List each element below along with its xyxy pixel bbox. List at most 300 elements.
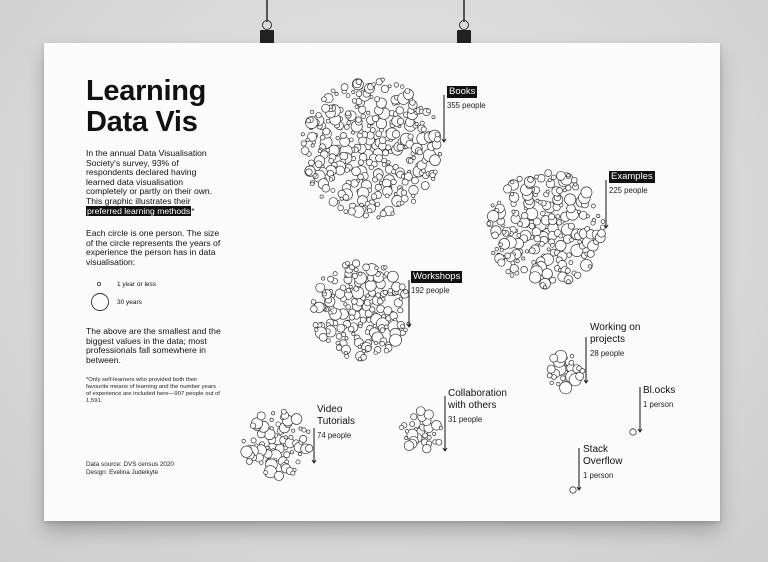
person-circle	[289, 435, 293, 439]
person-circle	[298, 452, 301, 455]
cluster-name: Books	[449, 86, 476, 97]
person-circle	[363, 213, 368, 218]
person-circle	[345, 261, 349, 265]
person-circle	[536, 199, 539, 202]
person-circle	[491, 204, 494, 207]
person-circle	[296, 460, 300, 464]
person-circle	[545, 170, 552, 177]
person-circle	[333, 272, 337, 276]
person-circle	[517, 176, 522, 181]
cluster-count: 1 person	[583, 471, 614, 480]
person-circle	[306, 169, 313, 176]
person-circle	[337, 324, 345, 332]
person-circle	[270, 427, 273, 430]
legend-large-label: 30 years	[117, 298, 142, 306]
cluster-count: 1 person	[643, 400, 674, 409]
cluster-collaboration-with-others	[400, 407, 443, 453]
person-circle	[302, 428, 306, 432]
person-circle	[411, 177, 418, 184]
cluster-count: 31 people	[448, 415, 483, 424]
person-circle	[322, 104, 330, 112]
person-circle	[329, 158, 334, 163]
person-circle	[338, 205, 344, 211]
person-circle	[556, 171, 565, 180]
person-circle	[365, 345, 371, 351]
person-circle	[557, 382, 561, 386]
cluster-name: Examples	[611, 171, 653, 182]
person-circle	[426, 109, 430, 113]
person-circle	[351, 180, 359, 188]
cluster-count: 28 people	[590, 349, 625, 358]
person-circle	[567, 204, 576, 213]
person-circle	[305, 445, 312, 452]
person-circle	[432, 177, 435, 180]
person-circle	[384, 348, 389, 353]
person-circle	[352, 90, 355, 93]
person-circle	[292, 429, 295, 432]
person-circle	[565, 268, 570, 273]
person-circle	[380, 328, 385, 333]
person-circle	[404, 290, 408, 294]
person-circle	[375, 202, 379, 206]
person-circle	[390, 312, 398, 320]
person-circle	[551, 243, 555, 247]
person-circle	[548, 179, 551, 182]
person-circle	[400, 425, 404, 429]
person-circle	[550, 381, 554, 385]
person-circle	[388, 85, 391, 88]
title-line-2: Data Vis	[86, 106, 198, 138]
person-circle	[271, 412, 274, 415]
person-circle	[391, 179, 397, 185]
person-circle	[387, 271, 398, 282]
person-circle	[326, 339, 330, 343]
person-circle	[505, 253, 511, 259]
person-circle	[348, 208, 355, 215]
cluster-bl-ocks	[630, 429, 636, 435]
person-circle	[347, 121, 351, 125]
person-circle	[543, 286, 546, 289]
person-circle	[369, 165, 374, 170]
person-circle	[345, 354, 349, 358]
cluster-books	[301, 78, 442, 219]
person-circle	[316, 283, 325, 292]
person-circle	[528, 177, 534, 183]
person-circle	[336, 166, 345, 175]
person-circle	[344, 210, 348, 214]
person-circle	[326, 119, 330, 123]
person-circle	[328, 276, 334, 282]
cluster-name: Video Tutorials	[317, 404, 355, 427]
cluster-examples	[487, 170, 605, 289]
person-circle	[568, 223, 574, 229]
person-circle	[559, 234, 563, 238]
person-circle	[250, 423, 255, 428]
person-circle	[367, 208, 372, 213]
person-circle	[396, 107, 404, 115]
person-circle	[515, 271, 519, 275]
person-circle	[340, 132, 346, 138]
person-circle	[537, 174, 545, 182]
person-circle	[439, 426, 442, 429]
person-circle	[352, 260, 359, 267]
person-circle	[380, 211, 386, 217]
person-circle	[529, 248, 535, 254]
person-circle	[404, 328, 408, 332]
person-circle	[349, 315, 354, 320]
person-circle	[382, 298, 385, 301]
person-circle	[321, 277, 324, 280]
person-circle	[320, 135, 325, 140]
legend-small-label: 1 year or less	[117, 280, 157, 288]
person-circle	[329, 198, 338, 207]
person-circle	[384, 266, 387, 269]
person-circle	[502, 230, 506, 234]
person-circle	[630, 429, 636, 435]
person-circle	[566, 280, 570, 284]
cluster-count: 225 people	[609, 186, 648, 195]
person-circle	[246, 459, 252, 465]
person-circle	[315, 328, 319, 332]
person-circle	[598, 229, 606, 237]
person-circle	[535, 175, 539, 179]
person-circle	[570, 487, 576, 493]
person-circle	[306, 119, 310, 123]
person-circle	[591, 204, 595, 208]
person-circle	[540, 241, 545, 246]
person-circle	[358, 160, 363, 165]
person-circle	[358, 345, 361, 348]
range-note: The above are the smallest and the biggest values in the data; most professionals fall somewhere in between.	[86, 326, 221, 365]
person-circle	[346, 111, 351, 116]
person-circle	[375, 266, 379, 270]
person-circle	[331, 188, 335, 192]
person-circle	[405, 429, 409, 433]
person-circle	[318, 149, 321, 152]
person-circle	[405, 89, 410, 94]
person-circle	[416, 407, 425, 416]
person-circle	[389, 334, 401, 346]
person-circle	[510, 274, 514, 278]
person-circle	[400, 201, 404, 205]
person-circle	[399, 284, 405, 290]
person-circle	[315, 161, 322, 168]
person-circle	[370, 307, 375, 312]
person-circle	[259, 461, 263, 465]
person-circle	[570, 354, 574, 358]
cluster-count: 74 people	[317, 431, 352, 440]
person-circle	[356, 79, 362, 85]
person-circle	[291, 471, 295, 475]
person-circle	[322, 185, 330, 193]
person-circle	[511, 193, 514, 196]
person-circle	[311, 306, 318, 313]
person-circle	[270, 418, 273, 421]
person-circle	[534, 235, 541, 242]
intro-highlight: preferred learning methods	[87, 205, 191, 216]
footnote: *Only self-learners who provided both their favourite means of learning and the number years of experience are included here—907 people out of 1,591.	[86, 377, 220, 404]
person-circle	[371, 194, 377, 200]
person-circle	[421, 127, 426, 132]
person-circle	[556, 215, 560, 219]
person-circle	[550, 354, 558, 362]
person-circle	[409, 185, 419, 195]
person-circle	[274, 471, 283, 480]
person-circle	[377, 305, 385, 313]
person-circle	[242, 439, 246, 443]
person-circle	[241, 446, 252, 457]
person-circle	[284, 436, 287, 439]
person-circle	[363, 264, 370, 271]
person-circle	[592, 218, 595, 221]
cluster-count: 192 people	[411, 286, 450, 295]
cluster-label	[643, 385, 675, 410]
person-circle	[487, 222, 491, 226]
person-circle	[438, 152, 441, 155]
person-circle	[276, 422, 281, 427]
person-circle	[343, 195, 349, 201]
person-circle	[567, 174, 570, 177]
person-circle	[335, 92, 338, 95]
person-circle	[300, 435, 307, 442]
person-circle	[372, 177, 377, 182]
person-circle	[571, 177, 577, 183]
person-circle	[432, 116, 435, 119]
person-circle	[516, 259, 519, 262]
person-circle	[580, 369, 585, 374]
person-circle	[356, 91, 362, 97]
person-circle	[392, 130, 400, 138]
person-circle	[394, 83, 399, 88]
person-circle	[546, 190, 549, 193]
person-circle	[569, 360, 574, 365]
person-circle	[380, 341, 385, 346]
person-circle	[352, 99, 357, 104]
person-circle	[430, 155, 441, 166]
person-circle	[512, 210, 515, 213]
person-circle	[329, 178, 333, 182]
person-circle	[372, 83, 376, 87]
person-circle	[412, 156, 415, 159]
person-circle	[532, 228, 541, 237]
person-circle	[319, 333, 327, 341]
person-circle	[561, 376, 566, 381]
person-circle	[316, 112, 321, 117]
person-circle	[567, 253, 572, 258]
person-circle	[311, 144, 314, 147]
person-circle	[340, 197, 343, 200]
person-circle	[433, 432, 436, 435]
person-circle	[340, 152, 348, 160]
person-circle	[498, 201, 501, 204]
person-circle	[415, 122, 418, 125]
person-circle	[408, 134, 413, 139]
person-circle	[251, 438, 256, 443]
person-circle	[529, 272, 540, 283]
cluster-count: 355 people	[447, 101, 486, 110]
person-circle	[405, 436, 408, 439]
person-circle	[376, 293, 381, 298]
person-circle	[264, 471, 268, 475]
person-circle	[385, 194, 389, 198]
person-circle	[329, 311, 333, 315]
person-circle	[340, 285, 346, 291]
person-circle	[547, 373, 552, 378]
person-circle	[361, 114, 366, 119]
person-circle	[290, 451, 293, 454]
person-circle	[336, 334, 342, 340]
person-circle	[358, 357, 361, 360]
person-circle	[588, 265, 591, 268]
person-circle	[367, 111, 370, 114]
person-circle	[517, 233, 521, 237]
person-circle	[391, 212, 395, 216]
person-circle	[331, 89, 335, 93]
person-circle	[313, 322, 318, 327]
person-circle	[365, 280, 376, 291]
person-circle	[398, 308, 403, 313]
cluster-name: Bl.ocks	[643, 385, 676, 396]
cluster-name: Working on projects	[590, 322, 641, 345]
person-circle	[419, 106, 422, 109]
design-credit: Design: Evelina Judeikyte	[86, 469, 159, 477]
person-circle	[410, 422, 415, 427]
cluster-label	[583, 444, 622, 481]
intro-asterisk: *	[191, 205, 195, 216]
person-circle	[549, 214, 555, 220]
person-circle	[375, 97, 380, 102]
person-circle	[569, 261, 573, 265]
person-circle	[308, 160, 314, 166]
person-circle	[411, 194, 414, 197]
person-circle	[291, 414, 302, 425]
person-circle	[587, 250, 594, 257]
person-circle	[433, 170, 437, 174]
person-circle	[402, 179, 408, 185]
cluster-name: Workshops	[413, 271, 461, 282]
person-circle	[422, 169, 426, 173]
person-circle	[257, 412, 265, 420]
person-circle	[359, 106, 366, 113]
person-circle	[557, 188, 563, 194]
person-circle	[498, 259, 505, 266]
person-circle	[381, 85, 388, 92]
person-circle	[492, 232, 499, 239]
person-circle	[575, 272, 581, 278]
person-circle	[358, 272, 362, 276]
person-circle	[387, 160, 391, 164]
person-circle	[383, 290, 387, 294]
person-circle	[492, 251, 495, 254]
cluster-stack-overflow	[570, 487, 576, 493]
person-circle	[310, 110, 313, 113]
cluster-name: Stack Overflow	[583, 444, 623, 467]
person-circle	[581, 187, 592, 198]
person-circle	[356, 117, 362, 123]
person-circle	[346, 288, 350, 292]
intro-text: In the annual Data Visualisation Society's survey, 93% of respondents declared having learned data visualisation completely or partly on their own. This graphic illustrates their	[86, 148, 213, 206]
person-circle	[344, 125, 349, 130]
person-circle	[311, 300, 316, 305]
cluster-workshops	[311, 260, 410, 361]
person-circle	[301, 133, 304, 136]
person-circle	[427, 435, 431, 439]
person-circle	[420, 121, 424, 125]
person-circle	[382, 162, 386, 166]
person-circle	[310, 182, 314, 186]
person-circle	[422, 444, 431, 453]
person-circle	[349, 138, 353, 142]
person-circle	[436, 439, 442, 445]
person-circle	[401, 324, 405, 328]
person-circle	[601, 220, 605, 224]
person-circle	[301, 147, 309, 155]
person-circle	[547, 248, 550, 251]
person-circle	[417, 150, 422, 155]
cluster-label	[590, 322, 640, 359]
person-circle	[487, 211, 498, 222]
person-circle	[400, 85, 404, 89]
person-circle	[521, 212, 528, 219]
cluster-label	[411, 271, 462, 296]
person-circle	[499, 243, 503, 247]
person-circle	[348, 326, 354, 332]
person-circle	[401, 190, 406, 195]
person-circle	[404, 441, 414, 451]
person-circle	[301, 141, 306, 146]
person-circle	[597, 214, 600, 217]
person-circle	[377, 216, 380, 219]
person-circle	[421, 182, 429, 190]
cluster-label	[609, 171, 655, 196]
person-circle	[541, 211, 546, 216]
person-circle	[521, 266, 528, 273]
person-circle	[374, 351, 378, 355]
person-circle	[503, 185, 511, 193]
person-circle	[322, 97, 327, 102]
person-circle	[506, 269, 511, 274]
person-circle	[551, 175, 556, 180]
person-circle	[320, 195, 323, 198]
person-circle	[344, 303, 347, 306]
person-circle	[346, 94, 350, 98]
person-circle	[565, 194, 576, 205]
person-circle	[525, 250, 528, 253]
title-line-1: Learning	[86, 75, 207, 107]
person-circle	[352, 273, 357, 278]
person-circle	[560, 382, 572, 394]
person-circle	[341, 84, 348, 91]
person-circle	[307, 430, 310, 433]
person-circle	[372, 115, 378, 121]
person-circle	[511, 180, 515, 184]
person-circle	[397, 118, 404, 125]
person-circle	[411, 414, 417, 420]
person-circle	[495, 247, 499, 251]
person-circle	[351, 299, 357, 305]
cluster-name: Collaboration with others	[448, 388, 507, 411]
person-circle	[375, 184, 381, 190]
person-circle	[500, 248, 503, 251]
cluster-video-tutorials	[241, 409, 313, 480]
person-circle	[336, 136, 339, 139]
person-circle	[547, 365, 555, 373]
person-circle	[522, 257, 525, 260]
legend-intro: Each circle is one person. The size of the circle represents the years of experience the person has in data visualisation:	[86, 228, 221, 267]
person-circle	[383, 150, 389, 156]
person-circle	[435, 132, 440, 137]
cluster-working-on-projects	[547, 350, 585, 394]
